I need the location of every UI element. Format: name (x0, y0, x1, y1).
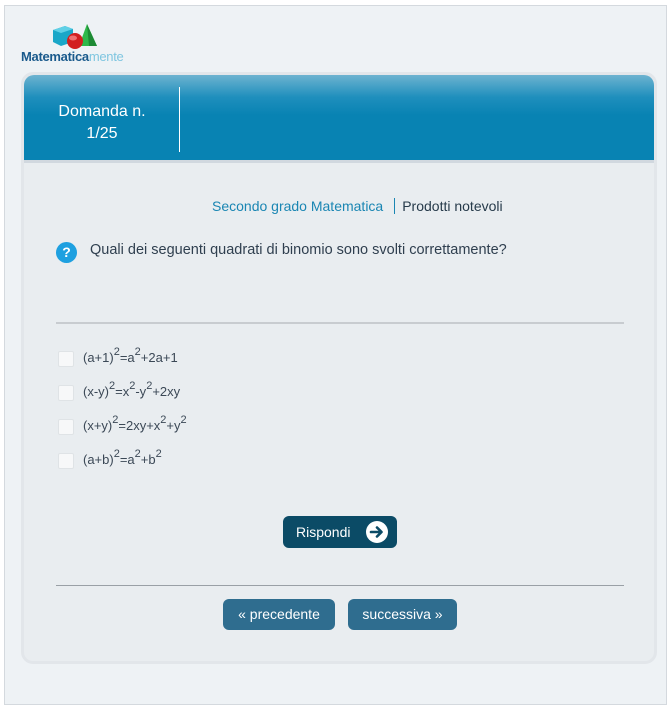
breadcrumb-topic: Prodotti notevoli (402, 198, 503, 214)
question-counter (24, 101, 180, 145)
answer-text: $(x+y)^2=2xy+x^2+y^2$ (83, 414, 187, 433)
divider (56, 585, 624, 586)
quiz-card (21, 72, 657, 664)
answer-checkbox[interactable] (58, 385, 74, 401)
answer-checkbox[interactable] (58, 419, 74, 435)
breadcrumb-category-link[interactable]: Secondo grado Matematica (212, 198, 384, 214)
answer-text: $(a+b)^2=a^2+b^2$ (83, 448, 162, 467)
quiz-header (24, 75, 654, 163)
answer-button-label: Rispondi (296, 524, 351, 540)
page-frame (4, 5, 667, 705)
answer-text: $(a+1)^2=a^2+2a+1$ (83, 346, 178, 365)
answer-checkbox[interactable] (58, 453, 74, 469)
logo-shapes-icon (51, 22, 101, 50)
question-text: Quali dei seguenti quadrati di binomio sono svolti correttamente? (90, 242, 507, 258)
previous-button[interactable]: « precedente (223, 599, 335, 630)
divider (56, 322, 624, 324)
site-logo[interactable] (21, 22, 123, 67)
logo-text: Matematicamente (21, 49, 124, 64)
question-mark-icon: ? (56, 242, 77, 263)
breadcrumb-separator (394, 198, 395, 214)
answer-text: $(x-y)^2=x^2-y^2+2xy$ (83, 380, 181, 399)
breadcrumb (212, 198, 503, 214)
answer-checkbox[interactable] (58, 351, 74, 367)
question-number: 1/25 (86, 125, 118, 142)
question-label: Domanda n. (58, 103, 146, 120)
next-button[interactable]: successiva » (348, 599, 457, 630)
answer-button[interactable] (283, 516, 397, 548)
header-divider (179, 87, 180, 152)
arrow-right-circle-icon (366, 521, 388, 543)
